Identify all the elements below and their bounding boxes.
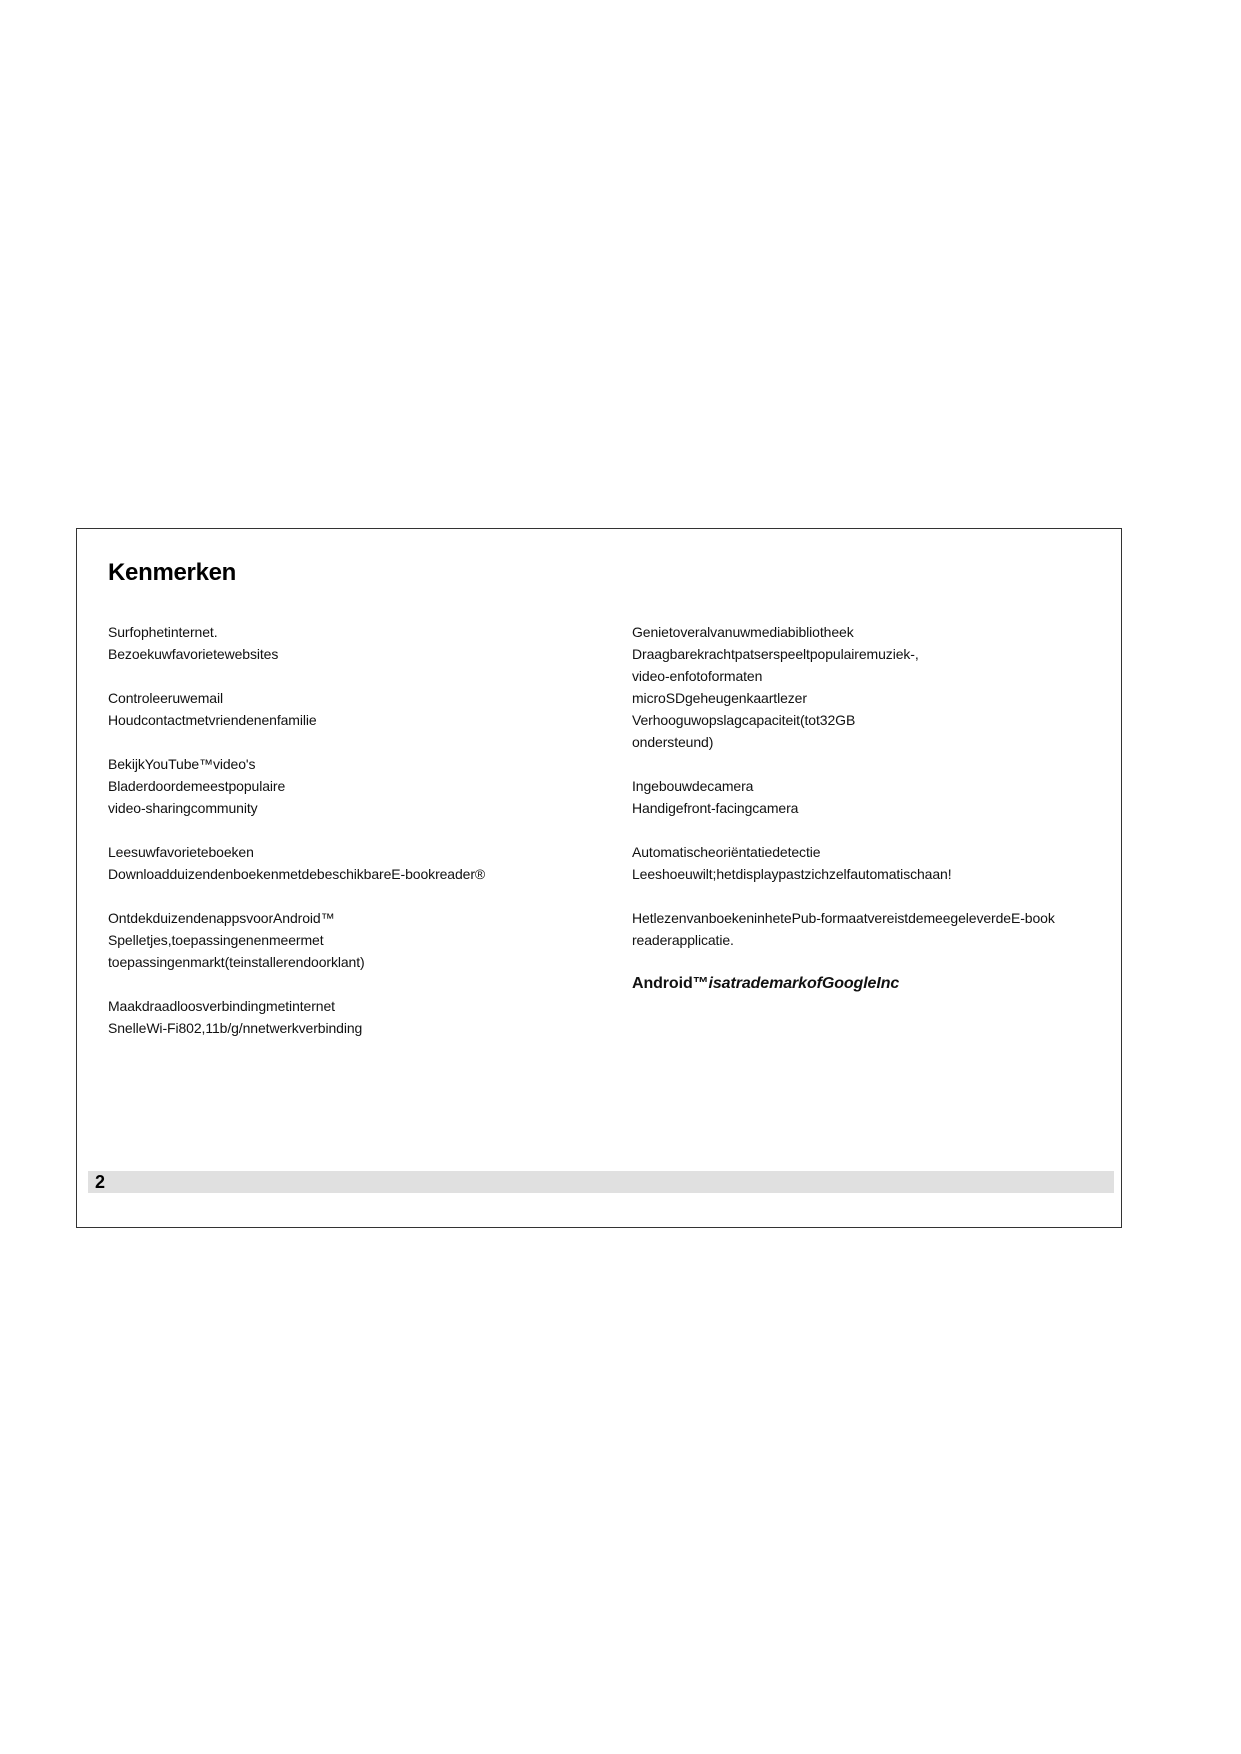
feature-wifi — [108, 995, 588, 1039]
feature-heading: OntdekduizendenappsvoorAndroid™ — [108, 910, 335, 926]
feature-description: Houdcontactmetvriendenenfamilie — [108, 712, 317, 728]
feature-heading: Maakdraadloosverbindingmetinternet — [108, 998, 335, 1014]
feature-youtube — [108, 753, 588, 819]
feature-description: toepassingenmarkt(teinstallerendoorklant) — [108, 954, 365, 970]
feature-description: Bezoekuwfavorietewebsites — [108, 646, 279, 662]
feature-heading: Surfophetinternet. — [108, 624, 218, 640]
trademark-text: isatrademarkofGoogleInc — [708, 975, 900, 992]
page-frame — [76, 528, 1122, 1228]
right-column — [632, 621, 1102, 995]
feature-description: Leeshoeuwilt;hetdisplaypastzichzelfautomatischaan! — [632, 866, 952, 882]
page-number: 2 — [95, 1172, 106, 1192]
feature-email — [108, 687, 588, 731]
feature-heading: Genietoveralvanuwmediabibliotheek — [632, 624, 854, 640]
feature-description: Draagbarekrachtpatserspeeltpopulairemuziek-, — [632, 646, 919, 662]
feature-media-library — [632, 621, 1102, 687]
feature-heading: Leesuwfavorieteboeken — [108, 844, 254, 860]
feature-orientation — [632, 841, 1102, 885]
trademark-notice — [632, 973, 1102, 995]
feature-epub-reader — [632, 907, 1102, 951]
feature-android-apps — [108, 907, 588, 973]
left-column — [108, 621, 588, 1061]
feature-description: Spelletjes,toepassingenenmeermet — [108, 932, 324, 948]
trademark-brand: Android™ — [632, 975, 709, 992]
feature-microsd — [632, 687, 1102, 753]
feature-description: ondersteund) — [632, 734, 714, 750]
feature-description: video-enfotoformaten — [632, 668, 763, 684]
feature-heading: HetlezenvanboekeninhetePub-formaatvereistdemeegeleverdeE-book — [632, 910, 1055, 926]
page-title: Kenmerken — [108, 559, 237, 586]
feature-description: video-sharingcommunity — [108, 800, 258, 816]
feature-heading: microSDgeheugenkaartlezer — [632, 690, 807, 706]
feature-surf-internet — [108, 621, 588, 665]
feature-heading: BekijkYouTube™video's — [108, 756, 256, 772]
feature-heading: Controleeruwemail — [108, 690, 224, 706]
feature-description: Handigefront-facingcamera — [632, 800, 799, 816]
feature-description: readerapplicatie. — [632, 932, 734, 948]
page-footer-bar — [88, 1171, 1114, 1193]
feature-description: Verhooguwopslagcapaciteit(tot32GB — [632, 712, 856, 728]
feature-description: SnelleWi-Fi802,11b/g/nnetwerkverbinding — [108, 1020, 363, 1036]
feature-description: Bladerdoordemeestpopulaire — [108, 778, 286, 794]
feature-heading: Ingebouwdecamera — [632, 778, 754, 794]
feature-ebooks — [108, 841, 588, 885]
feature-heading: Automatischeoriëntatiedetectie — [632, 844, 821, 860]
feature-description: DownloadduizendenboekenmetdebeschikbareE-bookreader® — [108, 866, 486, 882]
feature-camera — [632, 775, 1102, 819]
